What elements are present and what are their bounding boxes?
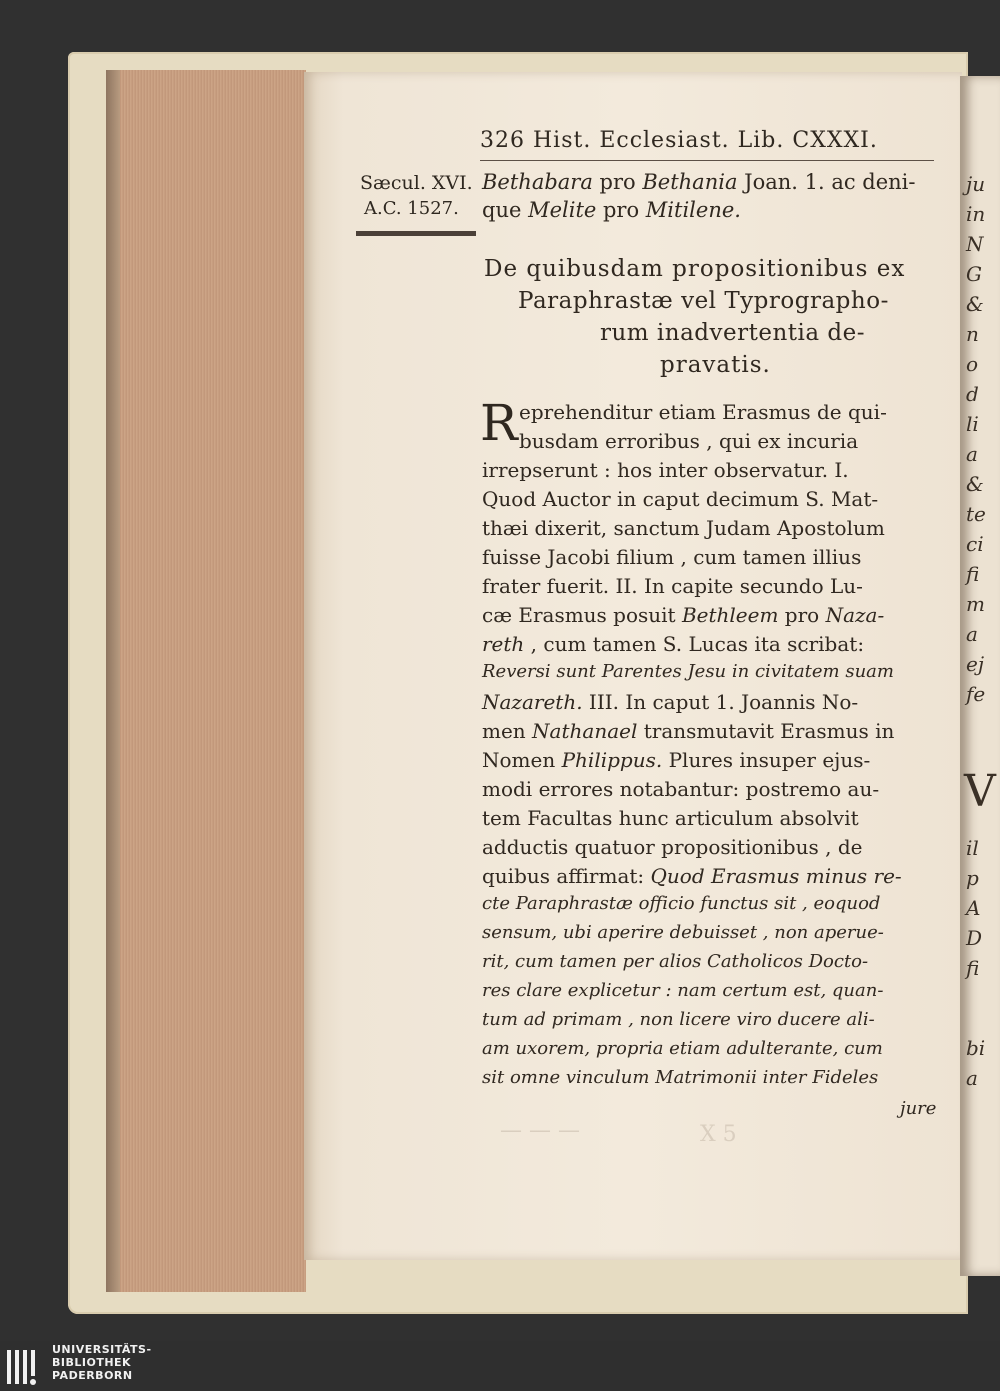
text-line [482, 777, 879, 801]
text-run: Plures insuper ejus- [662, 748, 871, 772]
text-run: thæi dixerit, sanctum Judam Apostolum [482, 516, 885, 540]
catchword: jure [900, 1098, 937, 1119]
library-logo-icon [4, 1346, 46, 1388]
margin-note-century: Sæcul. XVI. [360, 172, 473, 194]
text-line [482, 198, 741, 222]
fragment-text: ju [966, 172, 986, 196]
text-run: Melite [528, 198, 597, 222]
text-line [482, 893, 880, 914]
fragment-text: te [966, 502, 986, 526]
text-run: Philippus. [561, 748, 663, 772]
library-name-line: UNIVERSITÄTS- [52, 1343, 152, 1356]
text-run: men [482, 719, 533, 743]
text-run: reth [482, 632, 525, 656]
text-line [519, 400, 887, 424]
fragment-text: p [966, 866, 979, 890]
text-run: sensum, ubi aperire debuisset , non aperue- [482, 922, 884, 943]
fragment-text: fe [966, 682, 986, 706]
text-line [482, 545, 861, 569]
fragment-text: bi [966, 1036, 986, 1060]
text-line [482, 574, 863, 598]
fragment-text: A [966, 896, 981, 920]
heading-line: De quibusdam propositionibus ex [484, 256, 906, 282]
text-run: res clare explicetur : nam certum est, quan- [482, 980, 884, 1001]
fragment-text: V [964, 766, 996, 817]
text-line [482, 1009, 875, 1030]
text-line [482, 170, 915, 194]
fragment-text: in [966, 202, 986, 226]
text-run: busdam erroribus , qui ex incuria [519, 429, 859, 453]
text-line [482, 690, 858, 714]
fragment-text: o [966, 352, 979, 376]
margin-note-year: A.C. 1527. [364, 198, 459, 219]
text-run: frater fuerit. II. In capite secundo Lu- [482, 574, 863, 598]
text-line [482, 864, 902, 888]
drop-cap: R [480, 394, 518, 452]
text-run: eprehenditur etiam Erasmus de qui- [519, 400, 887, 424]
heading-line: Paraphrastæ vel Typrographo- [518, 288, 889, 314]
fragment-text: li [966, 412, 979, 436]
text-line [482, 835, 862, 859]
text-line [482, 922, 884, 943]
fragment-text: d [966, 382, 979, 406]
text-run: pro [778, 603, 826, 627]
text-line [482, 1038, 883, 1059]
text-line [482, 748, 870, 772]
next-page-fragment [960, 76, 1000, 1276]
text-run: pro [596, 198, 646, 222]
text-line [482, 487, 878, 511]
bleed-through: X 5 [700, 1122, 737, 1147]
text-run: fuisse Jacobi filium , cum tamen illius [482, 545, 862, 569]
library-name [52, 1343, 152, 1382]
text-line [482, 661, 894, 682]
fragment-text: fi [966, 956, 980, 980]
bleed-through: — — — [500, 1118, 580, 1143]
text-run: irrepserunt : hos inter observatur. I. [482, 458, 849, 482]
text-run: Nazareth. [482, 690, 583, 714]
text-run: Naza- [825, 603, 885, 627]
fragment-text: D [966, 926, 983, 950]
text-run: tem Facultas hunc articulum absolvit [482, 806, 859, 830]
text-line [482, 1067, 878, 1088]
text-run: adductis quatuor propositionibus , de [482, 835, 863, 859]
text-run: Nomen [482, 748, 562, 772]
fragment-text: il [966, 836, 979, 860]
text-run: Nathanael [532, 719, 638, 743]
fragment-text: ej [966, 652, 985, 676]
fragment-text: m [966, 592, 985, 616]
fragment-text: ci [966, 532, 984, 556]
text-run: tum ad primam , non licere viro ducere ali- [482, 1009, 875, 1030]
text-line [482, 980, 883, 1001]
text-line [482, 458, 849, 482]
text-line [482, 632, 864, 656]
heading-line: rum inadvertentia de- [600, 320, 866, 346]
heading-line: pravatis. [660, 352, 771, 378]
fragment-text: a [966, 622, 978, 646]
text-run: transmutavit Erasmus in [637, 719, 895, 743]
text-run: III. In caput 1. Joannis No- [582, 690, 859, 714]
fragment-text: n [966, 322, 979, 346]
text-run: pro [592, 170, 643, 194]
text-run: quibus affirmat: [482, 864, 651, 888]
text-run: cte Paraphrastæ officio functus sit , eoquod [482, 893, 881, 914]
fragment-text: G [966, 262, 982, 286]
fragment-text: fi [966, 562, 980, 586]
text-run: Quod Erasmus minus re- [650, 864, 902, 888]
fragment-text: a [966, 442, 978, 466]
fragment-text: & [966, 472, 984, 496]
running-header: 326 Hist. Ecclesiast. Lib. CXXXI. [480, 128, 878, 153]
margin-ink-mark [356, 231, 476, 236]
text-line [482, 719, 894, 743]
text-run: , cum tamen S. Lucas ita scribat: [524, 632, 865, 656]
text-run: rit, cum tamen per alios Catholicos Docto- [482, 951, 869, 972]
text-run: Bethleem [681, 603, 779, 627]
header-rule [480, 160, 934, 161]
fragment-text: N [966, 232, 984, 256]
text-run: Joan. 1. ac deni- [737, 170, 916, 194]
text-run: modi errores notabantur: postremo au- [482, 777, 880, 801]
text-run: sit omne vinculum Matrimonii inter Fideles [482, 1067, 879, 1088]
text-line [482, 603, 884, 627]
library-name-line: BIBLIOTHEK [52, 1356, 132, 1369]
text-run: am uxorem, propria etiam adulterante, cum [482, 1038, 883, 1059]
text-run: que [482, 198, 529, 222]
text-line [482, 951, 868, 972]
text-run: Reversi sunt Parentes Jesu in civitatem suam [482, 661, 894, 682]
fragment-text: a [966, 1066, 978, 1090]
text-run: Quod Auctor in caput decimum S. Mat- [482, 487, 879, 511]
text-run: Mitilene. [645, 198, 741, 222]
text-line [519, 429, 858, 453]
library-name-line: PADERBORN [52, 1369, 133, 1382]
page-edges [106, 70, 306, 1292]
text-run: cæ Erasmus posuit [482, 603, 682, 627]
text-run: Bethabara [482, 170, 593, 194]
text-line [482, 806, 859, 830]
text-run: Bethania [642, 170, 738, 194]
fragment-text: & [966, 292, 984, 316]
text-line [482, 516, 885, 540]
